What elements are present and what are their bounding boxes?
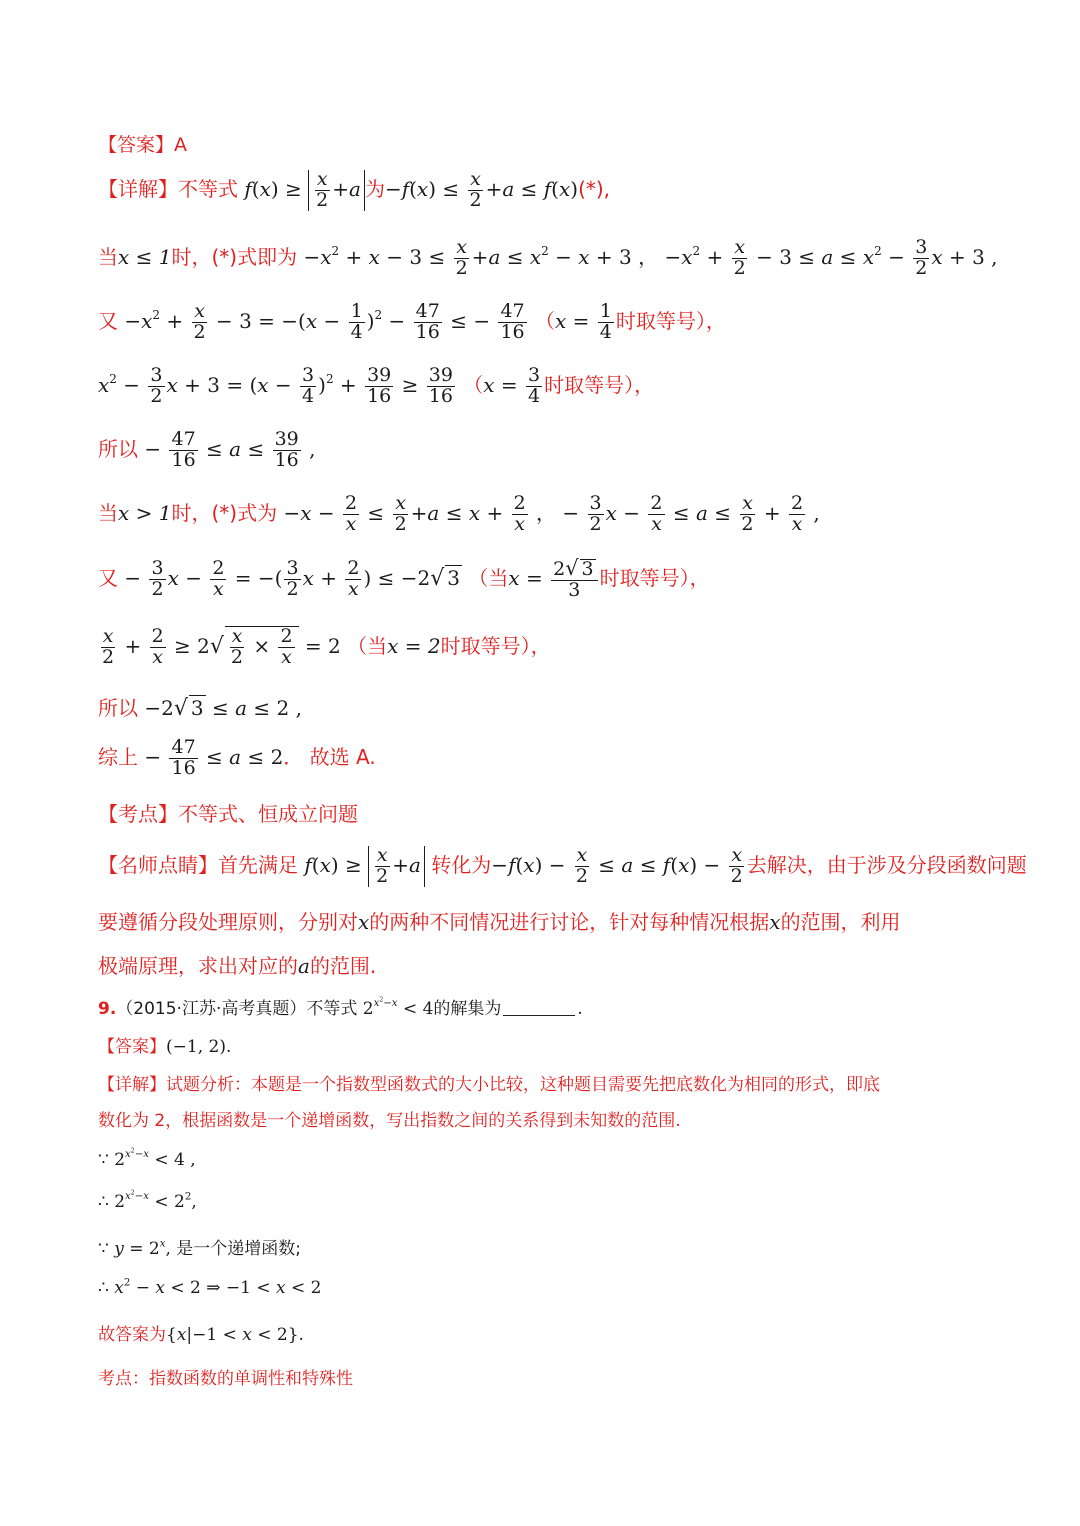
q9-point-line: 考点：指数函数的单调性和特殊性 xyxy=(98,1369,353,1389)
q9-answer-line: 【答案】(−1, 2). xyxy=(98,1037,232,1057)
detail-text: 不等式 xyxy=(178,176,238,201)
q8-tip-line2: 要遵循分段处理原则，分别对x的两种不同情况进行讨论，针对每种情况根据x的范围，利用 xyxy=(98,910,901,934)
q9-step3: ∵ $y = 2^x$, 是一个递增函数; xyxy=(98,1238,302,1259)
q9-step1: ∵ $2^{x^2-x} < 4$ , xyxy=(98,1147,196,1170)
q9-detail-line2: 数化为 2，根据函数是一个递增函数，写出指数之间的关系得到未知数的范围. xyxy=(98,1111,681,1131)
q8-tip-line1: 【名师点睛】首先满足 f(x) ≥ $\frac{x}{2}$ +a 转化为−f(x) − $\frac{x}{2}$ ≤ a ≤ f(x) − $\frac{x}{2}$ 去解决，由于涉及分段函数问题 xyxy=(98,844,1027,887)
formula-fx-abs: f(x) ≥ $\frac{x}{2}$ +a xyxy=(244,177,365,201)
answer-blank xyxy=(503,998,575,1016)
case1-formula: $-x^2 + x - 3$ ≤ $\frac{x}{2}$ $+a \le x^2 - x + 3$ ， $-x^2$ + $\frac{x}{2}$ − $3 \le a \le x^2$ − $\frac{3}{2}$ x + 3 , xyxy=(303,236,998,279)
tip-label: 【名师点睛】 xyxy=(98,852,218,877)
q8-case1-line: 当x ≤ 1时，(*)式即为 $-x^2 + x - 3$ ≤ $\frac{x}{2}$ $+a \le x^2 - x + 3$ ， $-x^2$ + $\frac{x}{2}$ − $3 \le a \le x^2$ − $\frac{3}{2}$ x + 3 , xyxy=(98,236,998,279)
formula-range: −f(x) ≤ $\frac{x}{2}$ +a ≤ f(x) xyxy=(384,168,579,211)
q9-number: 9. xyxy=(98,999,117,1019)
answer-label: 【答案】 xyxy=(98,134,175,156)
q8-detail-line: 【详解】不等式 f(x) ≥ $\frac{x}{2}$ +a 为−f(x) ≤ $\frac{x}{2}$ +a ≤ f(x)(*), xyxy=(98,168,611,211)
q9-stem-line: 9.（2015·江苏·高考真题）不等式 $2^{x^2-x} < 4$的解集为 . xyxy=(98,996,583,1019)
q8-max-line: $x^2$ − $\frac{3}{2}$ x + 3 = (x − $\frac{3}{4}$ )$^2$ + $\frac{39}{16}$ ≥ $\frac{39}{16}$ （x = $\frac{3}{4}$ 时取等号）， xyxy=(98,364,655,407)
q8-case2-line: 当x > 1时，(*)式为 −x − $\frac{2}{x}$ ≤ $\frac{x}{2}$ +a ≤ x + $\frac{2}{x}$ ， − $\frac{3}{2}$ x − $\frac{2}{x}$ ≤ a ≤ $\frac{x}{2}$ + $\frac{2}{x}$ , xyxy=(98,492,820,535)
q9-detail-line1: 【详解】试题分析：本题是一个指数型函数式的大小比较，这种题目需要先把底数化为相同的形式，即底 xyxy=(98,1075,880,1095)
q8-result1-line: 所以 − $\frac{47}{16}$ ≤ a ≤ $\frac{39}{16}$ , xyxy=(98,428,316,471)
q9-final-answer: 故答案为{x|−1 < x < 2}. xyxy=(98,1325,304,1345)
q9-formula: $2^{x^2-x} < 4$ xyxy=(362,996,434,1019)
q8-answer-line xyxy=(98,130,187,157)
q9-step4: ∴ $x^2 - x < 2$ ⇒ −1 < x < 2 xyxy=(98,1277,322,1298)
detail-label: 【详解】 xyxy=(98,176,178,201)
q8-conclusion-line: 综上 − $\frac{47}{16}$ ≤ a ≤ 2． 故选 A. xyxy=(98,736,376,779)
q8-point-line: 【考点】不等式、恒成立问题 xyxy=(98,802,358,826)
q8-min-line: 又 $-x^2$ + $\frac{x}{2}$ − 3 = −(x − $\frac{1}{4}$ )$^2$ − $\frac{47}{16}$ ≤ − $\frac{47}{16}$ （x = $\frac{1}{4}$ 时取等号）， xyxy=(98,300,726,343)
point-label: 【考点】 xyxy=(98,802,178,826)
q8-case2-max-line: 又 − $\frac{3}{2}$ x − $\frac{2}{x}$ = −( $\frac{3}{2}$ x + $\frac{2}{x}$ ) ≤ −2√ 3 （当x = $\frac{2√ 3}{3}$ 时取等号）， xyxy=(98,556,710,601)
answer-value: A xyxy=(174,134,188,156)
q8-tip-line3: 极端原理，求出对应的a的范围. xyxy=(98,954,377,978)
q8-result2-line: 所以 −2√ 3 ≤ a ≤ 2 , xyxy=(98,696,302,721)
q8-case2-min-line: $\frac{x}{2}$ + $\frac{2}{x}$ ≥ 2√ $\frac{x}{2}$ × $\frac{2}{x}$ = 2 （当x = 2时取等号）， xyxy=(102,625,551,668)
q9-step2: ∴ $2^{x^2-x} < 2^2$, xyxy=(98,1189,197,1212)
